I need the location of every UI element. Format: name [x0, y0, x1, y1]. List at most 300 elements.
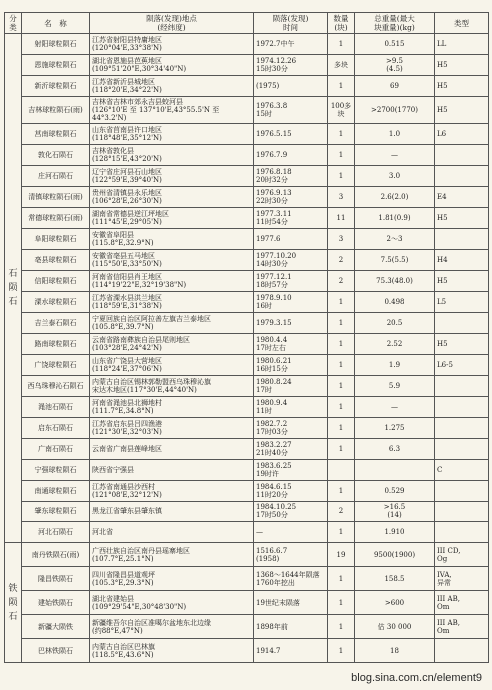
time-cell: [254, 124, 328, 145]
location-cell-loc1: 云南省路南彝族自治县尾则地区: [92, 335, 190, 344]
name-cell: [22, 249, 90, 270]
type-cell-type: LL: [437, 39, 447, 48]
weight-cell: [355, 270, 435, 291]
location-cell-loc2: (128°15'E,43°20'N): [92, 155, 162, 164]
count-cell: [328, 543, 355, 567]
count-cell-count: 2: [338, 276, 344, 285]
weight-cell-weight: 0.529: [384, 486, 405, 495]
type-cell-type: L6: [437, 130, 447, 139]
count-cell: [328, 567, 355, 591]
type-cell-type: H5: [437, 339, 448, 348]
class-label-char: 石: [8, 297, 18, 308]
location-cell: [90, 207, 254, 228]
type-cell-type: E4: [437, 192, 447, 201]
name-cell-name: 射阳球粒陨石: [34, 39, 77, 48]
table-row: [5, 166, 489, 187]
weight-cell-weight: 0.498: [384, 297, 405, 306]
name-cell: [22, 522, 90, 543]
time-cell-time1: (1975): [256, 81, 280, 90]
count-cell-count: 1: [338, 81, 344, 90]
location-cell-loc1: 湖南省常德县逆江坪地区: [92, 209, 169, 218]
count-cell-count: 1: [338, 528, 344, 537]
weight-cell-weight: 3.0: [388, 171, 401, 180]
location-cell-loc1: 辽宁省庄河县石山地区: [92, 167, 162, 176]
type-cell-type: H5: [437, 81, 448, 90]
class-label-char: 石: [8, 269, 18, 280]
count-cell-count: 1: [338, 574, 344, 583]
count-cell-count: 2: [338, 507, 344, 516]
location-cell-loc1: 贵州省清镇县永乐地区: [92, 188, 162, 197]
weight-cell-weight: 1.9: [388, 360, 401, 369]
location-cell-loc1: 云南省广南县莲峰地区: [92, 444, 162, 453]
type-cell: [435, 54, 489, 75]
time-cell: [254, 145, 328, 166]
count-cell-count: 1: [338, 423, 344, 432]
location-cell: [90, 291, 254, 312]
weight-cell: [355, 291, 435, 312]
count-cell: [328, 417, 355, 438]
location-cell-loc1: 江苏省溧水县洪兰地区: [92, 293, 162, 302]
table-row: [5, 438, 489, 459]
name-cell: [22, 615, 90, 639]
time-cell: [254, 639, 328, 663]
name-cell: [22, 567, 90, 591]
count-cell: [328, 480, 355, 501]
weight-cell: [355, 228, 435, 249]
weight-cell-weight: >2700(1770): [371, 105, 418, 114]
time-cell: [254, 270, 328, 291]
header-time: [254, 13, 328, 34]
count-cell: [328, 396, 355, 417]
type-cell-type: H5: [437, 60, 448, 69]
table-row: [5, 354, 489, 375]
weight-cell: [355, 417, 435, 438]
location-cell-loc2: (105.3°E,29.3°N): [92, 578, 154, 587]
name-cell: [22, 459, 90, 480]
location-cell-loc1: 内蒙古自治区巴林旗: [92, 642, 155, 651]
weight-cell: [355, 501, 435, 522]
weight-cell: [355, 375, 435, 396]
count-cell: [328, 375, 355, 396]
weight-cell-weight: 1.275: [384, 423, 405, 432]
type-cell: [435, 270, 489, 291]
count-cell: [328, 54, 355, 75]
location-cell: [90, 480, 254, 501]
time-cell: [254, 375, 328, 396]
name-cell-name: 路南球粒陨石: [34, 339, 77, 348]
table-body: [5, 34, 489, 663]
class-label-char: 陨: [8, 597, 18, 608]
location-cell: [90, 615, 254, 639]
type-cell: [435, 96, 489, 123]
name-cell-name: 西乌珠穆沁石陨石: [27, 381, 84, 390]
weight-cell-weight2: (14): [387, 511, 402, 520]
location-cell: [90, 333, 254, 354]
table-row: [5, 312, 489, 333]
location-cell-loc2: (约88°E,47°N): [92, 626, 143, 635]
time-cell-time1: 1980.8.24: [256, 377, 292, 386]
time-cell: [254, 75, 328, 96]
count-cell: [328, 333, 355, 354]
weight-cell-weight: 20.5: [386, 318, 403, 327]
table-row: [5, 396, 489, 417]
type-cell-type: H5: [437, 213, 448, 222]
location-cell-loc1: 江苏省启东县吕四渔港: [92, 419, 162, 428]
location-cell-loc2: (105.8°E,39.7°N): [92, 322, 154, 331]
location-cell: [90, 375, 254, 396]
header-type: 类型: [435, 13, 489, 34]
weight-cell: [355, 333, 435, 354]
location-cell: [90, 186, 254, 207]
weight-cell: [355, 166, 435, 187]
name-cell: [22, 96, 90, 123]
table-row: [5, 480, 489, 501]
location-cell: [90, 54, 254, 75]
weight-cell: [355, 249, 435, 270]
location-cell-loc2: (126°10'E 至 137°10'E,43°55.5'N 至 44°3.2'N): [92, 105, 220, 122]
time-cell: [254, 438, 328, 459]
location-cell-loc2: (114°19'22"E,32°19'38"N): [92, 280, 187, 289]
location-cell: [90, 249, 254, 270]
type-cell: [435, 375, 489, 396]
time-cell-time2: 20时32分: [256, 175, 288, 184]
location-cell: [90, 145, 254, 166]
location-cell-loc1: 江苏省射阳县特庸地区: [92, 35, 162, 44]
weight-cell-weight: 75.3(48.0): [376, 276, 413, 285]
type-cell-type: H4: [437, 255, 448, 264]
weight-cell-weight: 7.5(5.5): [380, 255, 409, 264]
weight-cell-weight: >600: [384, 598, 405, 607]
count-cell-count: 1: [338, 444, 344, 453]
location-cell-loc1: 山东省莒南县许口地区: [92, 126, 162, 135]
weight-cell-weight: 1.81(0.9): [378, 213, 411, 222]
time-cell: [254, 480, 328, 501]
table-row: [5, 54, 489, 75]
time-cell-time2: 17时左右: [256, 343, 286, 352]
table-row: [5, 34, 489, 55]
location-cell-loc2: (118°20'E,34°22'N): [92, 85, 162, 94]
type-cell-type2: Og: [437, 554, 448, 563]
count-cell-count: 1: [338, 360, 344, 369]
time-cell: [254, 96, 328, 123]
time-cell-time2: 15时30分: [256, 64, 288, 73]
weight-cell-weight: 69: [390, 81, 399, 90]
location-cell-loc1: 新疆维吾尔自治区准噶尔盆地东北边缘: [92, 618, 211, 627]
weight-cell: [355, 396, 435, 417]
location-cell-loc2: (115.8°E,32.9°N): [92, 238, 154, 247]
name-cell-name: 南丹铁陨石(雨): [31, 550, 80, 559]
count-cell: [328, 438, 355, 459]
name-cell: [22, 480, 90, 501]
time-cell: [254, 417, 328, 438]
weight-cell: [355, 96, 435, 123]
count-cell-count: 1: [338, 297, 344, 306]
location-cell-loc1: 四川省隆昌县道观坪: [92, 570, 155, 579]
count-cell: [328, 354, 355, 375]
location-cell-loc1: 江苏省新沂县城地区: [92, 77, 155, 86]
count-cell-count: 11: [336, 213, 346, 222]
time-cell-time1: 1976.7.9: [256, 151, 288, 160]
time-cell-time2: 1760年挖出: [256, 578, 295, 587]
count-cell: [328, 249, 355, 270]
name-cell-name: 阜阳球粒陨石: [34, 234, 77, 243]
count-cell-count: 2: [338, 255, 344, 264]
type-cell-type: L5: [437, 297, 447, 306]
weight-cell: [355, 459, 435, 480]
type-cell-type: H5: [437, 276, 448, 285]
type-cell: [435, 522, 489, 543]
type-cell: [435, 417, 489, 438]
name-cell: [22, 396, 90, 417]
count-cell: [328, 145, 355, 166]
name-cell: [22, 75, 90, 96]
location-cell-loc1: 广西壮族自治区南丹县瑶寨地区: [92, 546, 190, 555]
count-cell: [328, 124, 355, 145]
table-row: [5, 417, 489, 438]
time-cell-time1: 1980.4.4: [256, 335, 288, 344]
type-cell-type: L6-5: [437, 360, 453, 369]
count-cell: [328, 501, 355, 522]
header-name: 名 称: [22, 13, 90, 34]
header-count-sub: (块): [334, 23, 348, 32]
count-cell: [328, 228, 355, 249]
type-cell-type: H5: [437, 105, 448, 114]
name-cell: [22, 501, 90, 522]
time-cell: [254, 249, 328, 270]
weight-cell: [355, 522, 435, 543]
table-row: [5, 249, 489, 270]
location-cell: [90, 396, 254, 417]
time-cell: [254, 567, 328, 591]
table-row: [5, 186, 489, 207]
name-cell-name: 莒南球粒陨石: [34, 130, 77, 139]
weight-cell-weight: —: [391, 151, 398, 160]
weight-cell: [355, 312, 435, 333]
location-cell-loc1: 陕西省宁强县: [92, 465, 134, 474]
weight-cell-weight: 6.3: [388, 444, 401, 453]
weight-cell-weight: 2.6(2.0): [380, 192, 409, 201]
type-cell: [435, 186, 489, 207]
name-cell-name: 新疆大陨铁: [38, 622, 73, 631]
time-cell-time2: 14时30分: [256, 259, 288, 268]
location-cell-loc2: (118.5°E,43.6°N): [92, 650, 154, 659]
count-cell-count: 19: [336, 550, 346, 559]
time-cell: [254, 166, 328, 187]
location-cell-loc2: (115°50'E,33°50'N): [92, 259, 162, 268]
name-cell: [22, 186, 90, 207]
name-cell: [22, 375, 90, 396]
weight-cell-weight: 0.515: [384, 39, 405, 48]
time-cell-time1: 1984.10.25: [256, 503, 297, 512]
time-cell: [254, 291, 328, 312]
name-cell-name: 河北石陨石: [38, 528, 73, 537]
type-cell-type: III CD,: [437, 546, 461, 555]
name-cell: [22, 34, 90, 55]
name-cell-name: 吉兰泰石陨石: [34, 318, 77, 327]
count-cell: [328, 207, 355, 228]
table-row: [5, 543, 489, 567]
location-cell: [90, 34, 254, 55]
location-cell-loc2: (111°45'E,29°05'N): [92, 217, 162, 226]
weight-cell-weight: 1.910: [384, 528, 405, 537]
table-row: [5, 96, 489, 123]
time-cell-time2: 17时: [256, 385, 272, 394]
time-cell-time2: 15时: [256, 109, 272, 118]
time-cell-time1: —: [256, 528, 263, 537]
count-cell-count: 1: [338, 130, 344, 139]
type-cell-type: III AB,: [437, 594, 460, 603]
type-cell-type: III AB,: [437, 618, 460, 627]
header-count: [328, 13, 355, 34]
time-cell: [254, 207, 328, 228]
location-cell: [90, 459, 254, 480]
location-cell-loc2: (109°29'54"E,30°48'30"N): [92, 602, 187, 611]
table-row: [5, 333, 489, 354]
count-cell-count: 1: [338, 622, 344, 631]
name-cell-name: 亳县球粒陨石: [34, 255, 77, 264]
class-label-char: 铁: [8, 583, 18, 594]
weight-cell: [355, 34, 435, 55]
time-cell-time1: 1976.3.8: [256, 101, 288, 110]
name-cell-name: 清镇球粒陨石(雨): [28, 192, 83, 201]
time-cell-time1: 1977.3.11: [256, 209, 292, 218]
time-cell-time1: 1368～1644年陨落: [256, 570, 320, 579]
location-cell: [90, 591, 254, 615]
type-cell: [435, 145, 489, 166]
weight-cell: [355, 591, 435, 615]
time-cell-time1: 1976.5.15: [256, 130, 292, 139]
name-cell-name: 庄河石陨石: [38, 171, 73, 180]
name-cell-name: 广南石陨石: [38, 444, 73, 453]
time-cell-time1: 1983.2.27: [256, 440, 292, 449]
location-cell-loc2: 宋达木地区(117°30'E,44°40'N): [92, 385, 197, 394]
location-cell: [90, 417, 254, 438]
weight-cell-weight: 9500(1900): [373, 550, 416, 559]
count-cell: [328, 34, 355, 55]
time-cell-time1: 1980.6.21: [256, 356, 292, 365]
count-cell-count: 1: [338, 151, 344, 160]
time-cell-time1: 1982.7.2: [256, 419, 288, 428]
location-cell: [90, 354, 254, 375]
location-cell-loc1: 山东省广饶县大营地区: [92, 356, 162, 365]
table-row: [5, 291, 489, 312]
header-class: 分类: [5, 13, 22, 34]
location-cell-loc2: (103°28'E,24°42'N): [92, 343, 162, 352]
weight-cell: [355, 480, 435, 501]
table-row: [5, 228, 489, 249]
location-cell: [90, 124, 254, 145]
table-row: [5, 207, 489, 228]
time-cell: [254, 354, 328, 375]
location-cell-loc1: 吉林省敦化县: [92, 147, 134, 156]
location-cell-loc1: 河北省: [92, 528, 113, 537]
location-cell: [90, 96, 254, 123]
type-cell: [435, 228, 489, 249]
time-cell-time2: 11时: [256, 406, 272, 415]
time-cell-time2: 17时03分: [256, 427, 288, 436]
name-cell: [22, 124, 90, 145]
name-cell: [22, 354, 90, 375]
count-cell: [328, 96, 355, 123]
weight-cell: [355, 567, 435, 591]
time-cell-time2: 18时57分: [256, 280, 288, 289]
table-row: [5, 501, 489, 522]
table-row: [5, 615, 489, 639]
count-cell: [328, 615, 355, 639]
type-cell: [435, 396, 489, 417]
weight-cell-weight: 估 30 000: [377, 622, 412, 631]
time-cell-time1: 1974.12.26: [256, 56, 297, 65]
time-cell: [254, 459, 328, 480]
location-cell: [90, 270, 254, 291]
time-cell-time2: 21时40分: [256, 448, 288, 457]
table-row: [5, 639, 489, 663]
weight-cell-weight2: (4.5): [386, 64, 403, 73]
location-cell: [90, 228, 254, 249]
location-cell-loc1: 内蒙古自治区锡林郭勒盟西乌珠穆沁旗: [92, 377, 211, 386]
type-cell: [435, 207, 489, 228]
name-cell-name: 信阳球粒陨石: [34, 276, 77, 285]
time-cell-time1: 1976.9.13: [256, 188, 292, 197]
header-time-sub: 时间: [283, 23, 298, 32]
name-cell: [22, 145, 90, 166]
location-cell-loc2: (111.7°E,34.8°N): [92, 406, 154, 415]
count-cell-count: 1: [338, 39, 344, 48]
location-cell-loc1: 河南省信阳县肖王地区: [92, 272, 162, 281]
type-cell: [435, 312, 489, 333]
location-cell-loc2: (118°24'E,37°06'N): [92, 364, 162, 373]
weight-cell: [355, 186, 435, 207]
type-cell-type2: Om: [437, 602, 450, 611]
time-cell-time2: (1958): [256, 554, 280, 563]
name-cell: [22, 639, 90, 663]
type-cell: [435, 166, 489, 187]
location-cell-loc2: (109°51'20"E,30°34'40"N): [92, 64, 187, 73]
time-cell: [254, 591, 328, 615]
time-cell-time1: 19世纪末陨落: [256, 598, 300, 607]
type-cell: [435, 124, 489, 145]
name-cell: [22, 312, 90, 333]
type-cell: [435, 333, 489, 354]
class-label-char: 陨: [8, 283, 18, 294]
count-cell: [328, 291, 355, 312]
weight-cell: [355, 207, 435, 228]
name-cell: [22, 228, 90, 249]
name-cell-name: 建始铁陨石: [38, 598, 73, 607]
type-cell: [435, 249, 489, 270]
count-cell-count: 3: [338, 234, 344, 243]
count-cell: [328, 591, 355, 615]
weight-cell-weight: >16.5: [383, 503, 406, 512]
name-cell-name: 宁强球粒陨石: [34, 465, 77, 474]
weight-cell-weight: 2.52: [386, 339, 403, 348]
time-cell: [254, 228, 328, 249]
name-cell-name: 新沂球粒陨石: [34, 81, 77, 90]
type-cell-type2: Om: [437, 626, 450, 635]
time-cell: [254, 312, 328, 333]
count-cell-count: 1: [338, 381, 344, 390]
time-cell-time2: 11时54分: [256, 217, 288, 226]
count-cell-count: 3: [338, 192, 344, 201]
location-cell-loc1: 安徽省阜阳县: [92, 230, 134, 239]
name-cell: [22, 166, 90, 187]
time-cell-time2: 11时20分: [256, 490, 288, 499]
name-cell: [22, 207, 90, 228]
header-location-sub: (经纬度): [157, 23, 186, 32]
count-cell: [328, 166, 355, 187]
location-cell-loc2: (121°30'E,32°03'N): [92, 427, 162, 436]
count-cell-count: 多块: [334, 60, 348, 69]
